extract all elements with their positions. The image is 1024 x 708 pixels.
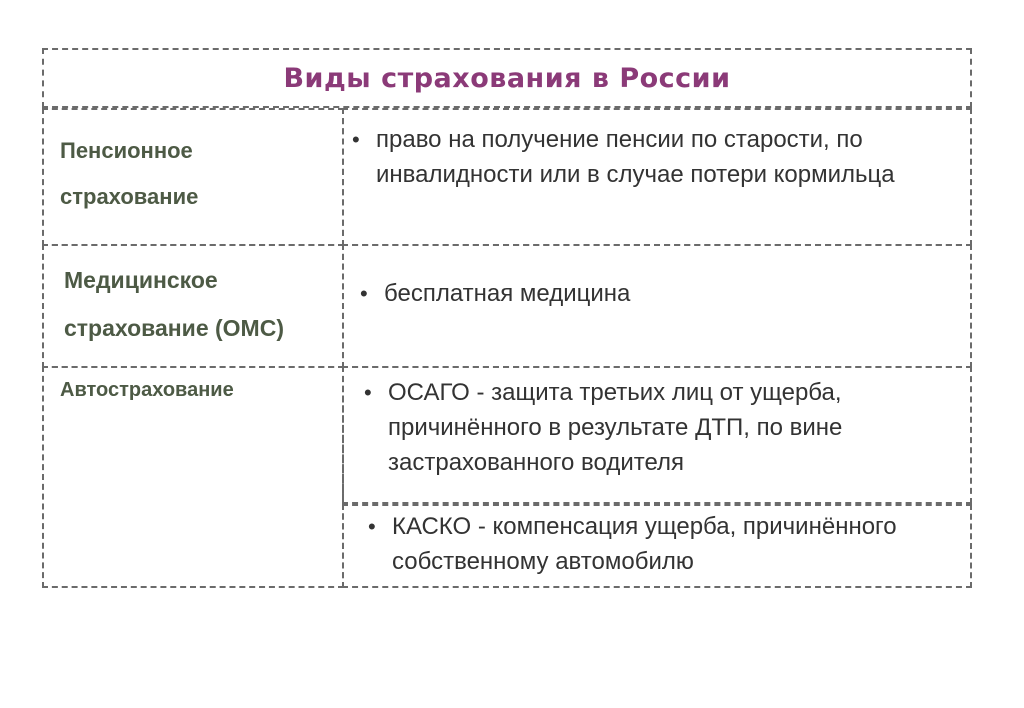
pension-label-line1: Пенсионное (60, 138, 193, 163)
medical-label (64, 256, 284, 352)
page-title: Виды страхования в России (283, 62, 731, 94)
bullet-icon: • (368, 514, 376, 539)
osago-item (364, 375, 960, 480)
kasko-item-text: КАСКО - компенсация ущерба, причинённого собственному автомобилю (392, 513, 897, 575)
osago-item-text: ОСАГО - защита третьих лиц от ущерба, причинённого в результате ДТП, по вине застрахованного водителя (388, 379, 843, 476)
auto-label: Автострахование (60, 379, 234, 401)
bullet-icon: • (364, 380, 372, 405)
bullet-icon: • (360, 281, 368, 306)
pension-item (352, 122, 964, 192)
pension-label (60, 128, 198, 220)
medical-item (360, 276, 960, 311)
bullet-icon: • (352, 127, 360, 152)
medical-item-text: бесплатная медицина (384, 280, 631, 307)
pension-item-text: право на получение пенсии по старости, по инвалидности или в случае потери кормильца (376, 126, 895, 188)
medical-label-line2: страхование (ОМС) (64, 315, 284, 341)
pension-label-line2: страхование (60, 184, 199, 209)
medical-label-line1: Медицинское (64, 267, 218, 293)
kasko-item (368, 509, 964, 579)
